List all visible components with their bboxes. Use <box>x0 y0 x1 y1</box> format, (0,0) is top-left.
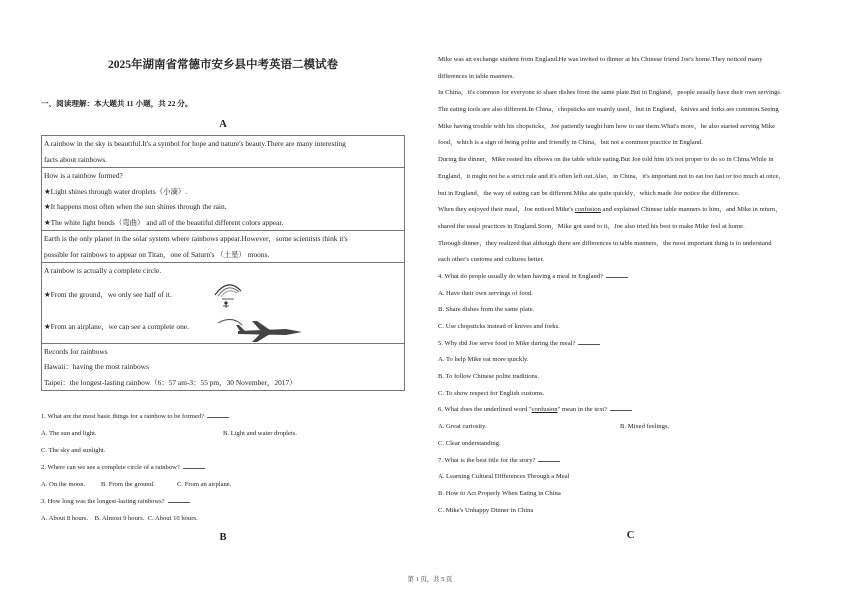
question-text: 7. What is the best title for the story? <box>438 456 536 464</box>
question-2 <box>41 459 405 476</box>
question-5 <box>438 336 823 353</box>
question-text: 1. What are the most basic things for a rainbow to be formed? <box>41 413 205 420</box>
underlined-word: confusion <box>574 206 601 214</box>
table-text: A rainbow is actually a complete circle. <box>44 266 162 275</box>
answer-blank[interactable] <box>183 462 205 469</box>
question-3-options <box>41 510 405 527</box>
table-row <box>42 136 405 168</box>
option-a[interactable]: A. On the moon. <box>41 481 86 488</box>
passage-line: but in England，the way of eating can be different.Mike ate quite quickly，which made Joe notice the difference. <box>438 189 740 197</box>
answer-blank[interactable] <box>578 338 600 345</box>
question-6-options <box>438 419 823 436</box>
option-c[interactable]: C. To show respect for English customs. <box>438 389 545 397</box>
option-a[interactable]: A. The sun and light. <box>41 430 97 437</box>
passage-a-label: A <box>219 119 227 130</box>
option-a[interactable]: A. Learning Cultural Differences Through a Meal <box>438 473 570 481</box>
table-cell <box>42 231 405 263</box>
option-a[interactable]: A. To help Mike eat more quickly. <box>438 356 529 364</box>
table-row <box>42 343 405 391</box>
passage-text: When they enjoyed their meal，Joe noticed Mike's <box>438 206 575 214</box>
question-3 <box>41 493 405 510</box>
question-1 <box>41 408 405 425</box>
passage-line: differences in table manners. <box>438 72 515 80</box>
table-text: ★Light shines through water droplets（小滴）. <box>44 186 188 196</box>
option-c[interactable]: C. Use chopsticks instead of knives and forks. <box>438 323 560 330</box>
table-cell <box>42 263 405 344</box>
table-text: Earth is the only planet in the solar system where rainbows appear.However，some scientists think it's <box>44 234 348 243</box>
question-text: 3. How long was the longest-lasting rainbows? <box>41 498 165 505</box>
passage-line: shared the usual practices in England.Soon，Mike got used to it，Joe also tried his best to make Mike feel at home. <box>438 222 745 230</box>
rainbow-icon <box>212 279 244 309</box>
question-text: 6. What does the underlined word " <box>438 406 532 414</box>
page-title: 2025年湖南省常德市安乡县中考英语二模试卷 <box>108 59 338 71</box>
option-b[interactable]: B. Mixed feelings. <box>620 423 670 431</box>
question-1-options <box>41 425 405 442</box>
table-text: A rainbow in the sky is beautiful.It's a symbol for hope and nature's beauty.There are many interesting <box>44 139 346 148</box>
passage-body <box>438 52 823 519</box>
question-7 <box>438 453 823 470</box>
right-column <box>438 52 823 519</box>
underlined-word: confusion <box>531 406 558 414</box>
option-a[interactable]: A. Have their own servings of food. <box>438 289 533 297</box>
answer-blank[interactable] <box>606 271 628 278</box>
section-heading: 一、阅读理解：本大题共 11 小题，共 22 分。 <box>41 99 193 108</box>
table-text: ★The white light bends（弯曲） and all of the beautiful different colors appear. <box>44 217 284 227</box>
left-column <box>41 56 405 527</box>
option-c[interactable]: C. Clear understanding. <box>438 439 501 447</box>
passage-line: The eating tools are also different.In China，chopsticks are mainly used，but in England，knives and forks are common.Seeing <box>438 106 779 114</box>
table-row <box>42 168 405 231</box>
option-c[interactable]: C. Mike's Unhappy Dinner in China <box>438 506 534 514</box>
passage-line: Mike was an exchange student from England.He was invited to dinner at his Chinese friend Joe's home.They noticed many <box>438 56 763 63</box>
table-text: Records for rainbows <box>44 346 108 356</box>
questions-a <box>41 408 405 527</box>
option-b[interactable]: B. Light and water droplets. <box>223 430 297 437</box>
passage-line: England，it might not be a strict rule and it's often left out.Also，in China，it's important not to eat too fast or too much at once， <box>438 172 786 180</box>
rainbow-facts-table <box>41 135 405 391</box>
table-text: ★It happens most often when the sun shines through the rain. <box>44 202 227 211</box>
airplane-view-row <box>44 311 402 343</box>
passage-line: each other's customs and cultures better. <box>438 256 544 264</box>
passage-line: In China，it's common for everyone to share dishes from the same plate.But in England，people usually have their own servings. <box>438 89 782 97</box>
question-text: 4. What do people usually do when having a meal in England? <box>438 272 604 280</box>
table-text: facts about rainbows. <box>44 154 108 164</box>
passage-line: Mike having trouble with his chopsticks，Joe patiently taught him how to use them.What's more，he also started serving Mike <box>438 122 776 130</box>
options-line[interactable]: A. About 8 hours. B. Almost 9 hours. C. About 10 hours. <box>41 515 198 522</box>
option-c[interactable]: C. From an airplane. <box>177 481 232 488</box>
question-text: 2. Where can we see a complete circle of a rainbow? <box>41 464 180 471</box>
answer-blank[interactable] <box>610 404 632 411</box>
question-text: " mean in the text? <box>557 406 608 414</box>
table-row <box>42 231 405 263</box>
passage-line: During the dinner，Mike rested his elbows on the table while eating.But Joe told him it's not proper to do so in China.While in <box>438 156 774 164</box>
answer-blank[interactable] <box>207 411 229 418</box>
page-footer: 第 1 页，共 5 页 <box>407 576 453 583</box>
airplane-icon <box>212 317 308 343</box>
passage-c-label: C <box>626 530 635 541</box>
table-cell <box>42 136 405 168</box>
option-b[interactable]: B. Share dishes from the same plate. <box>438 306 535 314</box>
table-cell <box>42 168 405 231</box>
question-4 <box>438 269 823 286</box>
answer-blank[interactable] <box>168 496 190 503</box>
table-cell <box>42 343 405 391</box>
answer-blank[interactable] <box>538 455 560 462</box>
table-row <box>42 263 405 344</box>
passage-line <box>438 202 823 219</box>
option-c[interactable]: C. The sky and sunlight. <box>41 447 106 454</box>
table-text: Hawaii：having the most rainbows <box>44 362 149 371</box>
question-6 <box>438 402 823 419</box>
table-text: Taipei：the longest-lasting rainbow（6：57 am-3：55 pm，30 November，2017） <box>44 377 297 387</box>
table-text: ★From an airplane，we can see a complete one. <box>44 321 189 331</box>
ground-view-row <box>44 279 402 311</box>
option-b[interactable]: B. From the ground. <box>101 481 155 488</box>
passage-line: food，which is a sign of being polite and friendly in China，but not a common practice in England. <box>438 139 703 147</box>
option-b[interactable]: B. How to Act Properly When Eating in China <box>438 489 561 497</box>
passage-b-label: B <box>219 532 227 543</box>
question-text: 5. Why did Joe serve food to Mike during the meal? <box>438 339 576 347</box>
table-text: ★From the ground，we only see half of it. <box>44 289 172 299</box>
table-text: How is a rainbow formed? <box>44 171 123 180</box>
passage-text: and explained Chinese table manners to him，and Mike in return， <box>600 206 782 214</box>
table-text: possible for rainbows to appear on Titan，one of Saturn's （土星） moons. <box>44 249 270 259</box>
question-2-options <box>41 476 405 493</box>
passage-line: Through dinner，they realized that although there are differences in table manners，the most important thing is to understand <box>438 239 772 247</box>
option-a[interactable]: A. Great curiosity. <box>438 423 487 431</box>
question-1-option-c <box>41 442 405 459</box>
option-b[interactable]: B. To follow Chinese polite traditions. <box>438 373 540 381</box>
